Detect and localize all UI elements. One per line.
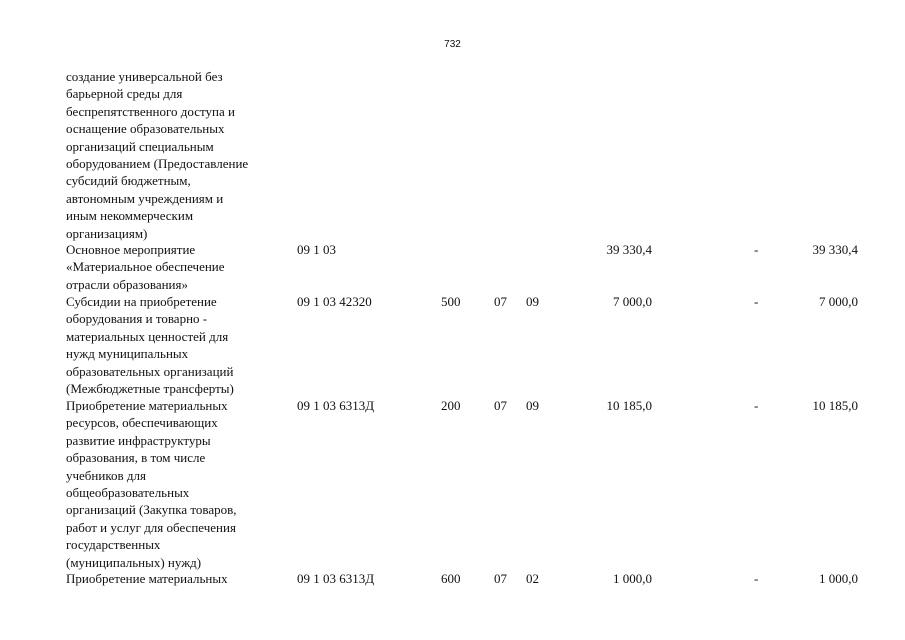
continuation-text: создание универсальной без барьерной среды для беспрепятственного доступа и оснащение образовательных организаций специальным оборудованием (Предоставление субсидий бюджетным, автономным учреждениям и иным некоммерческим организациям) (66, 69, 249, 241)
row-change: - (754, 294, 759, 309)
row-code: 09 1 03 6313Д (297, 571, 375, 586)
row-sum: 10 185,0 (606, 398, 652, 413)
row-pr: 09 (526, 398, 539, 413)
row-name: Приобретение материальных (66, 571, 228, 586)
row-code: 09 1 03 6313Д (297, 398, 375, 413)
row-change: - (754, 571, 759, 586)
row-change: - (754, 242, 759, 257)
row-vr: 500 (441, 294, 461, 309)
row-sum: 39 330,4 (606, 242, 652, 257)
row-pr: 02 (526, 571, 539, 586)
row-name: Приобретение материальных ресурсов, обеспечивающих развитие инфраструктуры образования, в том числе учебников для общеобразовательных организаций (Закупка товаров, работ и услуг для обеспечения государственных (муниципальных) нужд) (66, 398, 237, 570)
page-number: 732 (444, 39, 461, 50)
row-sum: 7 000,0 (613, 294, 652, 309)
row-change: - (754, 398, 759, 413)
row-vr: 200 (441, 398, 461, 413)
row-code: 09 1 03 (297, 242, 336, 257)
row-pr: 09 (526, 294, 539, 309)
row-rz: 07 (494, 571, 507, 586)
row-vr: 600 (441, 571, 461, 586)
row-total: 1 000,0 (819, 571, 858, 586)
row-rz: 07 (494, 294, 507, 309)
row-total: 7 000,0 (819, 294, 858, 309)
row-name: Субсидии на приобретение оборудования и товарно - материальных ценностей для нужд муниципальных образовательных организаций (Межбюджетные трансферты) (66, 294, 234, 397)
row-sum: 1 000,0 (613, 571, 652, 586)
row-rz: 07 (494, 398, 507, 413)
row-code: 09 1 03 42320 (297, 294, 372, 309)
row-total: 39 330,4 (812, 242, 858, 257)
row-total: 10 185,0 (812, 398, 858, 413)
row-name: Основное мероприятие «Материальное обеспечение отрасли образования» (66, 242, 225, 292)
